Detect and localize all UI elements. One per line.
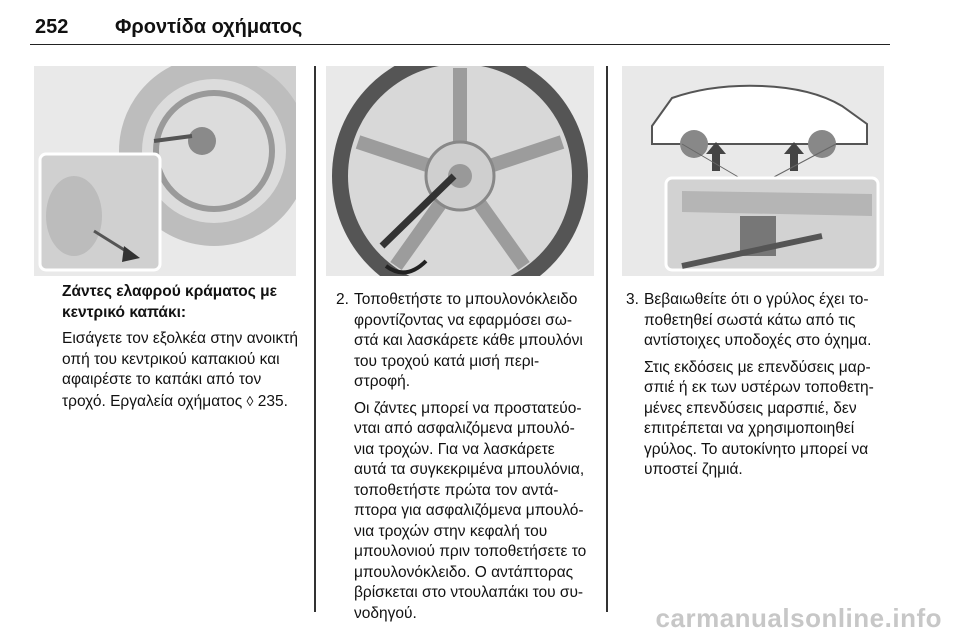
step-3 (626, 290, 892, 490)
hubcap-text-line-3: αφαιρέστε το καπάκι από τον (62, 371, 262, 388)
hubcap-section (62, 282, 312, 412)
hubcap-text-line-4-body: τροχό. Εργαλεία οχήματος (62, 392, 243, 410)
step-2-note-line-7: νια τροχών στην κεφαλή του (354, 522, 548, 540)
step-2-note-line-8: μπουλονιού πριν τοποθετήσετε το (354, 543, 587, 560)
step-3-line-1: Βεβαιωθείτε ότι ο γρύλος έχει το- (644, 291, 869, 308)
step-2-note-line-11: νοδηγού. (354, 604, 417, 622)
step-3-note-line-4: επιτρέπεται να χρησιμοποιηθεί (644, 420, 855, 437)
page-number: 252 (35, 16, 69, 38)
wheel-wrench-illustration (326, 66, 594, 276)
page-title: Φροντίδα οχήματος (115, 16, 303, 38)
step-3-body (644, 290, 894, 481)
page-header (30, 6, 890, 45)
car-jack-illustration (622, 66, 884, 276)
step-2-note-line-1: Οι ζάντες μπορεί να προστατεύο- (354, 399, 582, 417)
step-2-note-line-9: μπουλονόκλειδο. Ο αντάπτορας (354, 563, 574, 581)
step-2-note-line-6: πτορα για ασφαλιζόμενα μπουλό- (354, 502, 584, 519)
step-3-note-line-3: μένες επενδύσεις μαρσπιέ, δεν (644, 399, 857, 417)
step-2-note-line-4: αυτά τα συγκεκριμένα μπουλόνια, (354, 461, 585, 478)
step-2-body (354, 290, 610, 624)
step-3-line-2: ποθετηθεί σωστά κάτω από τις (644, 311, 856, 329)
column-divider-left (314, 66, 316, 612)
hubcap-heading-line-2: κεντρικό καπάκι: (62, 303, 187, 321)
step-2-note-line-10: βρίσκεται στο ντουλαπάκι του συ- (354, 584, 584, 601)
hubcap-removal-illustration (34, 66, 296, 276)
step-2-note-line-5: τοποθετήστε πρώτα τον αντά- (354, 481, 559, 499)
step-2-note-line-3: νια τροχών. Για να λασκάρετε (354, 440, 555, 458)
step-2-line-2: φροντίζοντας να εφαρμόσει σω- (354, 311, 572, 329)
step-3-note-line-1: Στις εκδόσεις με επενδύσεις μαρ- (644, 358, 871, 376)
step-2 (336, 290, 608, 622)
hubcap-text-line-4 (62, 391, 312, 413)
step-2-line-5: στροφή. (354, 373, 411, 390)
step-2-note-line-2: νται από ασφαλιζόμενα μπουλό- (354, 420, 575, 437)
step-2-line-4: του τροχού κατά μισή περι- (354, 352, 540, 370)
step-3-number: 3. (626, 291, 639, 308)
step-3-note-line-2: σπιέ ή εκ των υστέρων τοποθετη- (644, 379, 874, 396)
step-2-number: 2. (336, 291, 349, 308)
step-2-line-1: Τοποθετήστε το μπουλονόκλειδο (354, 291, 578, 308)
step-2-line-3: στά και λασκάρετε κάθε μπουλόνι (354, 332, 583, 349)
step-3-note-line-6: υποστεί ζημιά. (644, 461, 743, 478)
page-reference-number: 235. (257, 392, 288, 410)
step-3-line-3: αντίστοιχες υποδοχές στο όχημα. (644, 332, 872, 349)
hubcap-heading-line-1: Ζάντες ελαφρού κράματος με (62, 283, 277, 300)
hubcap-text-line-2: οπή του κεντρικού καπακιού και (62, 350, 280, 368)
page-reference-icon: ◊ (246, 392, 254, 409)
step-3-note-line-5: γρύλος. Το αυτοκίνητο μπορεί να (644, 440, 869, 458)
watermark: carmanualsonline.info (655, 603, 942, 633)
hubcap-text-line-1: Εισάγετε τον εξολκέα στην ανοικτή (62, 330, 298, 347)
